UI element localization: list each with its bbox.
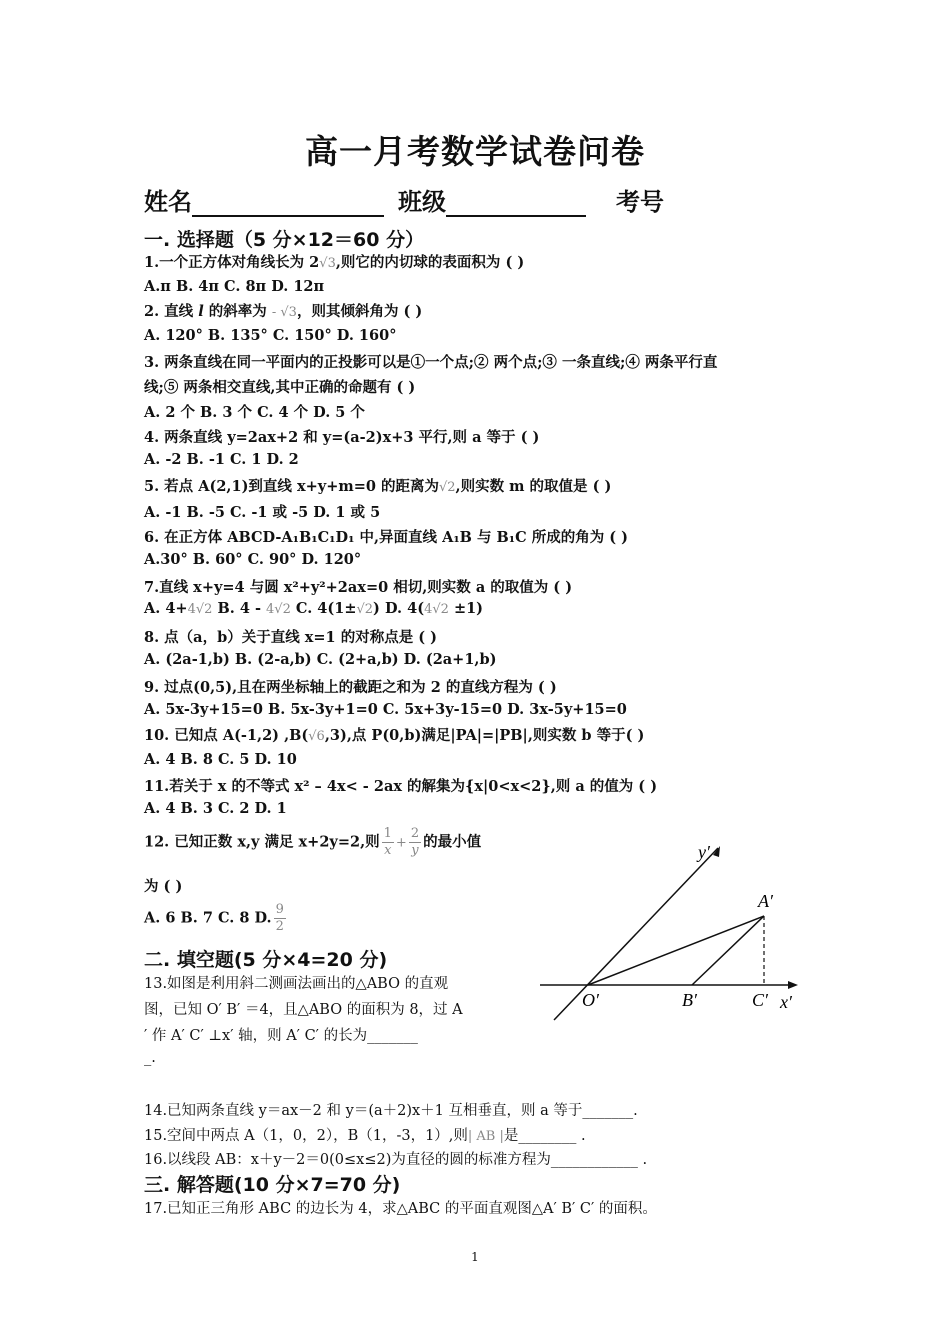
name-blank — [192, 189, 384, 217]
question-13-line2: 图，已知 O′ B′ ＝4，且△ABO 的面积为 8，过 A — [144, 1002, 463, 1018]
question-2: 2. 直线 l 的斜率为 - √3，则其倾斜角为 ( ) — [144, 303, 423, 320]
question-6: 6. 在正方体 ABCD-A₁B₁C₁D₁ 中,异面直线 A₁B 与 B₁C 所成的角为 ( ) — [144, 529, 629, 546]
class-blank — [446, 189, 586, 217]
exam-no-label: 考号 — [616, 188, 664, 216]
label-O-prime: O′ — [582, 990, 599, 1010]
label-A-prime: A′ — [758, 891, 773, 911]
question-9: 9. 过点(0,5),且在两坐标轴上的截距之和为 2 的直线方程为 ( ) — [144, 679, 557, 696]
question-1: 1.一个正方体对角线长为 2√3,则它的内切球的表面积为 ( ) — [144, 254, 525, 271]
question-15: 15.空间中两点 A（1，0，2），B（1，-3，1）,则| AB |是________ . — [144, 1128, 586, 1144]
question-3-line2: 线;⑤ 两条相交直线,其中正确的命题有 ( ) — [144, 379, 416, 396]
question-13-line4: _. — [144, 1050, 156, 1066]
section-heading-fill: 二. 填空题(5 分×4=20 分) — [144, 949, 388, 971]
question-8: 8. 点（a，b）关于直线 x=1 的对称点是 ( ) — [144, 629, 438, 646]
segment-BA — [692, 916, 764, 985]
question-14: 14.已知两条直线 y＝ax－2 和 y＝(a＋2)x＋1 互相垂直，则 a 等于_______. — [144, 1103, 638, 1119]
question-10: 10. 已知点 A(-1,2) ,B(√6,3),点 P(0,b)满足|PA|=|PB|,则实数 b 等于( ) — [144, 727, 645, 744]
name-label: 姓名 — [144, 188, 192, 216]
label-B-prime: B′ — [682, 990, 697, 1010]
question-6-options: A.30° B. 60° C. 90° D. 120° — [144, 551, 362, 568]
class-label: 班级 — [398, 188, 446, 216]
student-info-row — [144, 182, 664, 217]
section-heading-choice: 一. 选择题（5 分×12＝60 分） — [144, 229, 425, 251]
label-C-prime: C′ — [752, 990, 768, 1010]
segment-OA — [588, 916, 764, 985]
page-number: 1 — [471, 1250, 479, 1264]
question-4-options: A. -2 B. -1 C. 1 D. 2 — [144, 451, 299, 468]
oblique-projection-figure — [530, 830, 810, 1025]
question-9-options: A. 5x-3y+15=0 B. 5x-3y+1=0 C. 5x+3y-15=0 D. 3x-5y+15=0 — [144, 701, 627, 718]
question-17: 17.已知正三角形 ABC 的边长为 4，求△ABC 的平面直观图△A′ B′ C′ 的面积。 — [144, 1201, 657, 1217]
question-12-options: A. 6 B. 7 C. 8 D. $\frac{9}{2}$ — [144, 902, 284, 934]
question-4: 4. 两条直线 y=2ax+2 和 y=(a-2)x+3 平行,则 a 等于 ( ) — [144, 429, 540, 446]
x-axis-arrow — [788, 981, 798, 989]
question-13-line3: ′ 作 A′ C′ ⊥x′ 轴，则 A′ C′ 的长为_______ — [144, 1028, 418, 1044]
question-3-line1: 3. 两条直线在同一平面内的正投影可以是①一个点;② 两个点;③ 一条直线;④ 两条平行直 — [144, 354, 718, 371]
page-title: 高一月考数学试卷问卷 — [305, 132, 645, 171]
question-5: 5. 若点 A(2,1)到直线 x+y+m=0 的距离为√2,则实数 m 的取值是 ( ) — [144, 478, 612, 495]
fraction-2-over-y: $\frac{2}{y}$ — [410, 826, 420, 858]
question-12: 12. 已知正数 x,y 满足 x+2y=2,则 $\frac{1}{x}$ + $\frac{2}{y}$ 的最小值 — [144, 826, 482, 858]
question-3-options: A. 2 个 B. 3 个 C. 4 个 D. 5 个 — [144, 404, 365, 421]
question-7: 7.直线 x+y=4 与圆 x²+y²+2ax=0 相切,则实数 a 的取值为 ( ) — [144, 579, 573, 596]
question-11-options: A. 4 B. 3 C. 2 D. 1 — [144, 800, 287, 817]
question-11: 11.若关于 x 的不等式 x² – 4x< - 2ax 的解集为{x|0<x<2},则 a 的值为 ( ) — [144, 778, 658, 795]
question-1-options: A.π B. 4π C. 8π D. 12π — [144, 278, 325, 295]
question-16: 16.以线段 AB：x＋y－2＝0(0≤x≤2)为直径的圆的标准方程为____________ . — [144, 1152, 648, 1168]
label-y-prime: y′ — [698, 842, 710, 862]
question-8-options: A. (2a-1,b) B. (2-a,b) C. (2+a,b) D. (2a+1,b) — [144, 651, 497, 668]
label-x-prime: x′ — [780, 992, 792, 1012]
question-2-options: A. 120° B. 135° C. 150° D. 160° — [144, 327, 397, 344]
section-heading-answer: 三. 解答题(10 分×7=70 分) — [144, 1174, 401, 1196]
question-7-options: A. 4+4√2 B. 4 - 4√2 C. 4(1±√2) D. 4(4√2 ±1) — [144, 600, 484, 617]
question-10-options: A. 4 B. 8 C. 5 D. 10 — [144, 751, 297, 768]
fraction-9-over-2: $\frac{9}{2}$ — [275, 902, 284, 934]
question-5-options: A. -1 B. -5 C. -1 或 -5 D. 1 或 5 — [144, 504, 381, 521]
question-13-line1: 13.如图是利用斜二测画法画出的△ABO 的直观 — [144, 976, 449, 992]
question-12-line2: 为 ( ) — [144, 878, 183, 895]
fraction-1-over-x: $\frac{1}{x}$ — [383, 826, 392, 858]
